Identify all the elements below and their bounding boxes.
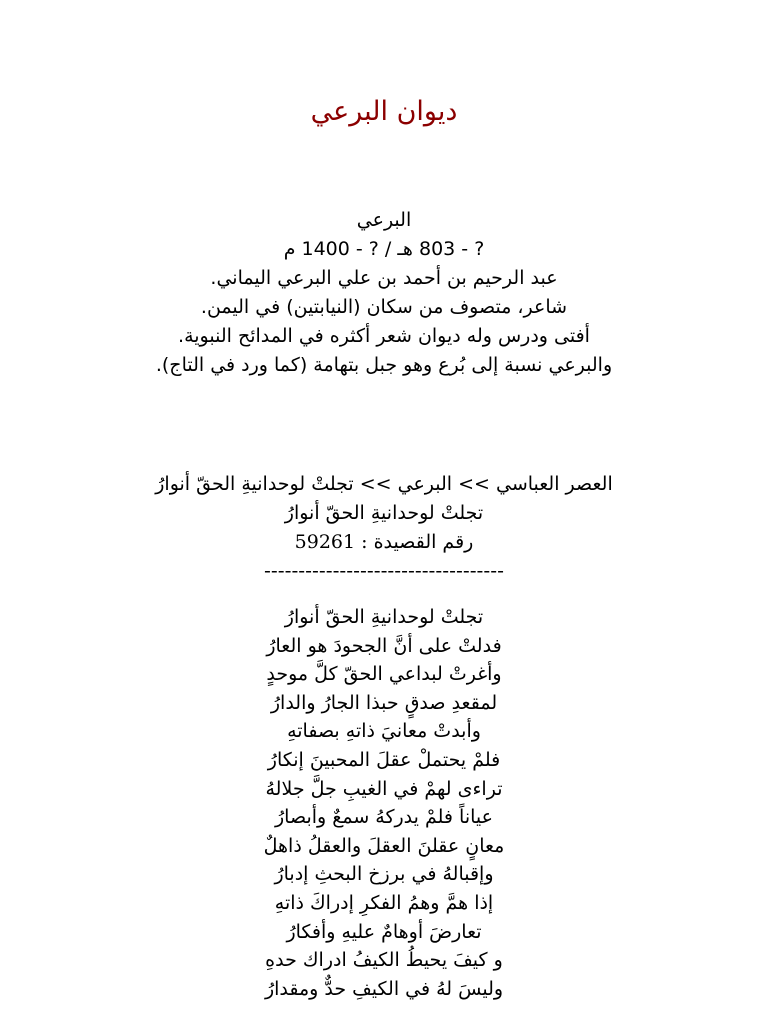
poem-line: عياناً فلمْ يدركهُ سمعٌ وأبصارُ <box>275 806 493 829</box>
page-title: ديوان البرعي <box>310 96 458 127</box>
separator-line: ----------------------------------- <box>264 560 504 582</box>
poem-line: وأغرتْ لبداعي الحقّ كلَّ موحدٍ <box>266 663 502 686</box>
poem-line: تعارضَ أوهامٌ عليهِ وأفكارُ <box>286 920 482 943</box>
poet-full-name: عبد الرحيم بن أحمد بن علي البرعي اليماني. <box>210 267 558 289</box>
poem-line: لمقعدِ صدقٍ حبذا الجارُ والدارُ <box>270 691 498 714</box>
poem-line: تراءى لهمْ في الغيبِ جلَّ جلالهُ <box>265 777 503 800</box>
poem-number: رقم القصيدة : 59261 <box>294 531 474 553</box>
poem-line: وأبدتْ معانيَ ذاتهِ بصفاتهِ <box>287 720 481 743</box>
poem-title: تجلتْ لوحدانيةِ الحقّ أنوارُ <box>284 502 484 524</box>
poem-line: وليسَ لهُ في الكيفِ حدٌّ ومقدارُ <box>264 977 504 1000</box>
poem-header <box>104 470 664 586</box>
poem-line: معانٍ عقلنَ العقلَ والعقلُ ذاهلٌ <box>263 834 505 857</box>
bio-line: والبرعي نسبة إلى بُرع وهو جبل بتهامة (كما ورد في التاج). <box>155 354 613 376</box>
bio-line: شاعر، متصوف من سكان (النيابتين) في اليمن. <box>200 296 568 318</box>
poem-line: تجلتْ لوحدانيةِ الحقّ أنوارُ <box>284 606 484 628</box>
poem-line: إذا همَّ وهمُ الفكرِ إدراكَ ذاتهِ <box>274 891 494 914</box>
poem-line: و كيفَ يحيطُ الكيفُ ادراك حدهِ <box>265 949 503 972</box>
poet-name: البرعي <box>356 209 412 231</box>
poem-line: فدلتْ على أنَّ الجحودَ هو العارُ <box>266 634 502 657</box>
poem-line: وإقبالهُ في برزخ البحثِ إدبارُ <box>274 863 494 886</box>
bio-line: أفتى ودرس وله ديوان شعر أكثره في المدائح النبوية. <box>178 325 590 347</box>
breadcrumb: العصر العباسي >> البرعي >> تجلتْ لوحدانيةِ الحقّ أنوارُ <box>155 473 613 495</box>
poem-body <box>104 603 664 1003</box>
poet-dates: ? - 803 هـ / ? - 1400 م <box>283 238 485 260</box>
poet-biography <box>124 206 644 380</box>
poem-line: فلمْ يحتملْ عقلَ المحبينَ إنكارُ <box>267 748 501 771</box>
